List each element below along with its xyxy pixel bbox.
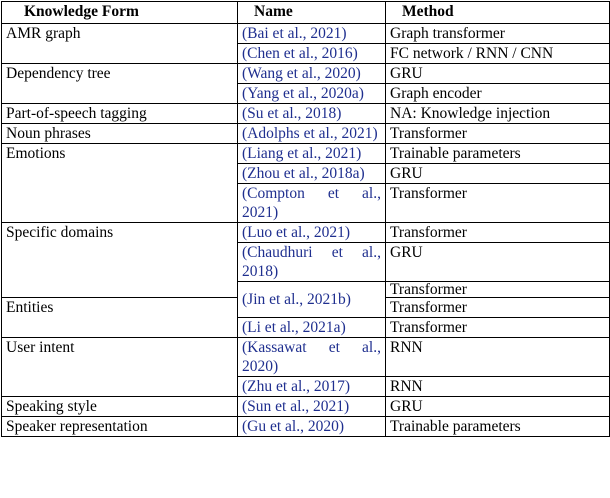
method-cell: Transformer [386,223,610,243]
header-knowledge-form: Knowledge Form [2,2,238,24]
citation-link[interactable]: (Sun et al., 2021) [238,397,386,417]
method-cell: RNN [386,377,610,397]
method-cell: Transformer [386,282,610,298]
method-cell: Graph encoder [386,84,610,104]
citation-link[interactable]: (Jin et al., 2021b) [238,282,386,318]
knowledge-form-cell: AMR graph [2,24,238,64]
knowledge-form-cell: Noun phrases [2,124,238,144]
knowledge-form-cell: Part-of-speech tagging [2,104,238,124]
knowledge-form-cell: Emotions [2,144,238,223]
citation-link[interactable]: (Zhou et al., 2018a) [238,164,386,184]
method-cell: GRU [386,164,610,184]
table-row [2,104,610,124]
table-row [2,397,610,417]
method-cell: GRU [386,397,610,417]
method-cell: Transformer [386,298,610,318]
citation-link[interactable]: (Chaudhuri et al., 2018) [238,243,386,282]
citation-link[interactable]: (Wang et al., 2020) [238,64,386,84]
method-cell: Graph transformer [386,24,610,44]
table-row [2,338,610,377]
citation-link[interactable]: (Gu et al., 2020) [238,417,386,437]
knowledge-form-table [1,1,610,437]
header-name: Name [238,2,386,24]
table-header-row [2,2,610,24]
method-cell: Transformer [386,318,610,338]
header-method: Method [386,2,610,24]
knowledge-form-cell: Specific domains [2,223,238,298]
knowledge-form-cell: Speaker representation [2,417,238,437]
knowledge-form-cell: Dependency tree [2,64,238,104]
knowledge-form-cell: Entities [2,298,238,338]
citation-link[interactable]: (Compton et al., 2021) [238,184,386,223]
citation-link[interactable]: (Adolphs et al., 2021) [238,124,386,144]
method-cell: FC network / RNN / CNN [386,44,610,64]
citation-link[interactable]: (Liang et al., 2021) [238,144,386,164]
table-row [2,144,610,164]
knowledge-form-cell: Speaking style [2,397,238,417]
citation-link[interactable]: (Su et al., 2018) [238,104,386,124]
citation-link[interactable]: (Zhu et al., 2017) [238,377,386,397]
citation-link[interactable]: (Chen et al., 2016) [238,44,386,64]
citation-link[interactable]: (Luo et al., 2021) [238,223,386,243]
citation-link[interactable]: (Kassawat et al., 2020) [238,338,386,377]
method-cell: Transformer [386,184,610,223]
table-row [2,417,610,437]
table-row [2,24,610,44]
method-cell: GRU [386,64,610,84]
table-row [2,64,610,84]
citation-link[interactable]: (Bai et al., 2021) [238,24,386,44]
method-cell: Transformer [386,124,610,144]
citation-link[interactable]: (Li et al., 2021a) [238,318,386,338]
table-row [2,223,610,243]
method-cell: Trainable parameters [386,144,610,164]
method-cell: RNN [386,338,610,377]
citation-link[interactable]: (Yang et al., 2020a) [238,84,386,104]
knowledge-form-cell: User intent [2,338,238,397]
method-cell: GRU [386,243,610,282]
method-cell: Trainable parameters [386,417,610,437]
table-row [2,124,610,144]
method-cell: NA: Knowledge injection [386,104,610,124]
